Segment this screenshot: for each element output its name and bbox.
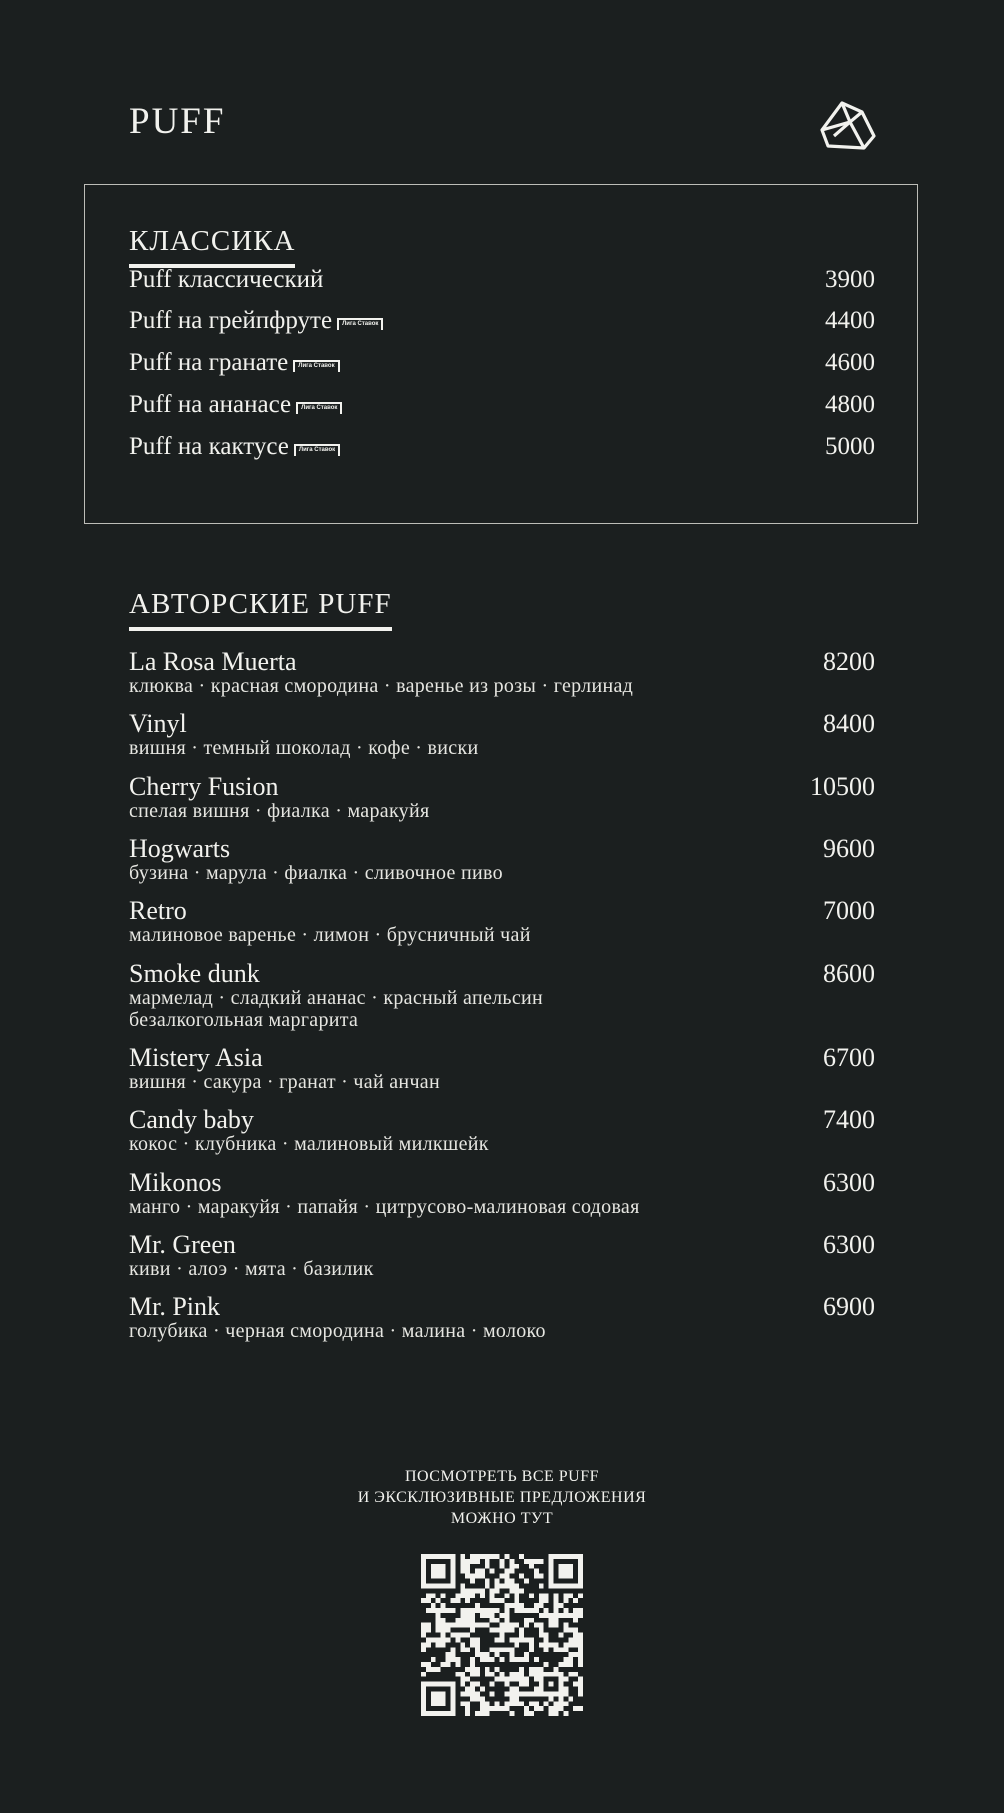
item-price: 6300 — [823, 1168, 875, 1197]
item-name: Hogwarts — [129, 834, 231, 863]
item-price: 4800 — [825, 391, 875, 418]
classic-menu-item — [129, 345, 875, 381]
item-ingredients: манго · маракуйя · папайя · цитрусово-малиновая содовая — [129, 1196, 640, 1218]
sponsor-badge: Лига Ставок — [296, 402, 342, 414]
item-price: 3900 — [825, 266, 875, 293]
item-name: Cherry Fusion — [129, 772, 279, 801]
item-price: 4400 — [825, 307, 875, 334]
signature-menu-item — [129, 774, 875, 822]
sponsor-badge: Лига Ставок — [294, 444, 340, 456]
item-price: 6900 — [823, 1292, 875, 1321]
signature-menu-item — [129, 1232, 875, 1280]
item-ingredients: киви · алоэ · мята · базилик — [129, 1258, 374, 1280]
item-name: Mikonos — [129, 1168, 222, 1197]
page-title: PUFF — [129, 101, 226, 142]
signature-menu-item — [129, 711, 875, 759]
item-ingredients: вишня · сакура · гранат · чай анчан — [129, 1071, 440, 1093]
item-name: Puff на кактусе — [129, 433, 289, 460]
item-ingredients: клюква · красная смородина · варенье из розы · герлинад — [129, 675, 634, 697]
item-ingredients: вишня · темный шоколад · кофе · виски — [129, 737, 479, 759]
item-ingredients: безалкогольная маргарита — [129, 1009, 359, 1031]
item-name: Vinyl — [129, 709, 187, 738]
signature-menu-item — [129, 961, 875, 1031]
classic-menu-item — [129, 262, 875, 298]
item-name: Mr. Pink — [129, 1292, 221, 1321]
item-price: 4600 — [825, 349, 875, 376]
item-name: Retro — [129, 896, 187, 925]
item-name: Puff на гранате — [129, 349, 289, 376]
signature-menu-item — [129, 836, 875, 884]
item-ingredients: спелая вишня · фиалка · маракуйя — [129, 800, 430, 822]
classic-section-title: КЛАССИКА — [129, 226, 295, 268]
item-name: Mr. Green — [129, 1230, 236, 1259]
signature-menu-item — [129, 898, 875, 946]
item-name: Puff классический — [129, 266, 324, 293]
item-price: 8200 — [823, 647, 875, 676]
sponsor-badge: Лига Ставок — [293, 360, 339, 372]
item-price: 7000 — [823, 896, 875, 925]
item-ingredients: голубика · черная смородина · малина · молоко — [129, 1320, 546, 1342]
item-price: 5000 — [825, 433, 875, 460]
item-price: 9600 — [823, 834, 875, 863]
signature-menu-item — [129, 1170, 875, 1218]
item-ingredients: кокос · клубника · малиновый милкшейк — [129, 1133, 489, 1155]
sponsor-badge: Лига Ставок — [337, 318, 383, 330]
geometric-gem-logo-icon — [820, 100, 876, 152]
classic-menu-item — [129, 429, 875, 465]
item-price: 8400 — [823, 709, 875, 738]
item-price: 6300 — [823, 1230, 875, 1259]
qr-code-icon[interactable] — [421, 1554, 583, 1716]
item-name: Candy baby — [129, 1105, 254, 1134]
signature-menu-item — [129, 1107, 875, 1155]
item-price: 10500 — [810, 772, 875, 801]
signature-section-title: АВТОРСКИЕ PUFF — [129, 589, 392, 631]
item-name: La Rosa Muerta — [129, 647, 297, 676]
item-ingredients: малиновое варенье · лимон · брусничный чай — [129, 924, 531, 946]
footer-line: ПОСМОТРЕТЬ ВСЕ PUFF — [404, 1468, 600, 1485]
item-ingredients: мармелад · сладкий ананас · красный апельсин — [129, 987, 544, 1009]
item-ingredients: бузина · марула · фиалка · сливочное пиво — [129, 862, 503, 884]
footer-line: И ЭКСКЛЮЗИВНЫЕ ПРЕДЛОЖЕНИЯ — [357, 1489, 647, 1506]
footer-caption — [0, 1466, 1004, 1529]
signature-menu-item — [129, 1045, 875, 1093]
item-price: 7400 — [823, 1105, 875, 1134]
item-name: Puff на ананасе — [129, 391, 292, 418]
item-name: Puff на грейпфруте — [129, 307, 333, 334]
signature-menu-item — [129, 649, 875, 697]
item-name: Mistery Asia — [129, 1043, 263, 1072]
item-price: 6700 — [823, 1043, 875, 1072]
item-price: 8600 — [823, 959, 875, 988]
signature-menu-item — [129, 1294, 875, 1342]
classic-menu-item — [129, 387, 875, 423]
footer-line: МОЖНО ТУТ — [450, 1510, 554, 1527]
classic-menu-item — [129, 303, 875, 339]
item-name: Smoke dunk — [129, 959, 260, 988]
